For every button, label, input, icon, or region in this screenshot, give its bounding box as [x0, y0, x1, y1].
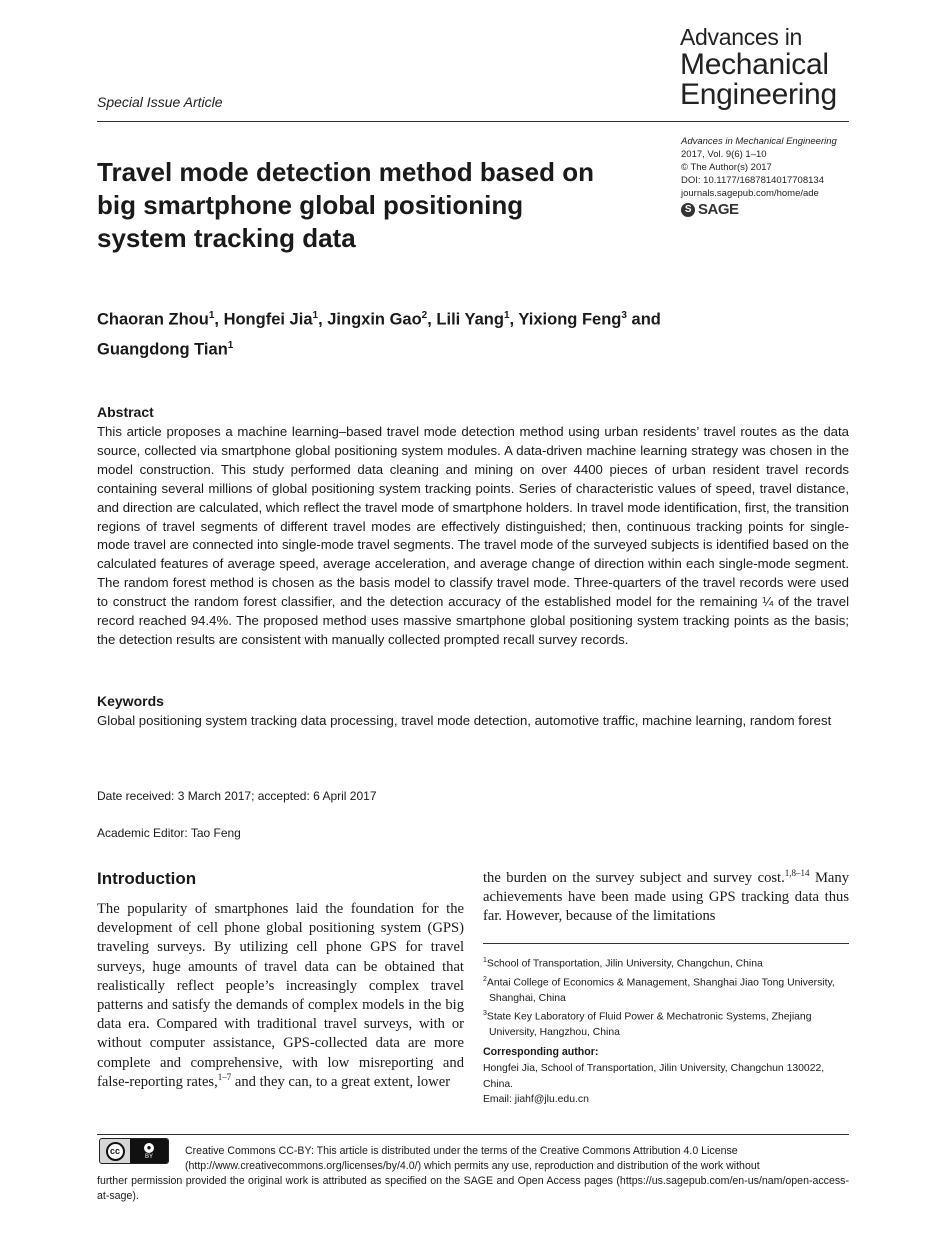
author-conjunction: and: [631, 310, 661, 329]
citation-reference[interactable]: 1,8–14: [784, 868, 810, 879]
sage-s-icon: S: [681, 203, 695, 217]
article-title: Travel mode detection method based on big smartphone global positioning system tracking data: [97, 157, 594, 253]
corresponding-author-address: Hongfei Jia, School of Transportation, Jilin University, Changchun 130022, China.: [483, 1063, 825, 1090]
affiliation-item: [483, 972, 853, 1006]
author-affiliation-marker: 2: [421, 310, 428, 321]
header-divider: [97, 121, 849, 122]
citation-copyright: © The Author(s) 2017: [681, 162, 772, 173]
corresponding-author-details: [483, 1061, 853, 1108]
citation-block: [681, 135, 837, 200]
author-affiliation-marker: 1: [227, 339, 234, 351]
affiliation-list: [483, 953, 853, 1041]
citation-journal: Advances in Mechanical Engineering: [681, 136, 837, 147]
academic-editor: Academic Editor: Tao Feng: [97, 826, 241, 840]
license-divider: [97, 1134, 849, 1135]
citation-reference[interactable]: 1–7: [217, 1071, 232, 1082]
abstract-text: This article proposes a machine learning–based travel mode detection method using urban residents’ travel routes as the data source, collected via smartphone global positioning system modules. A data-driven machine learning strategy was chosen in the model construction. This study performed data cleaning and mining on over 4400 pieces of urban resident travel records containing several millions of global positioning system tracking points. Series of characteristic values of speed, travel distance, and direction are calculated, which reflect the travel mode of smartphone holders. In travel mode identification, first, the transition regions of travel segments of different travel modes are effectively distinguished; then, continuous tracking points for single-mode travel are connected into single-mode travel segments. The travel mode of the surveyed subjects is identified based on the calculated features of average speed, average acceleration, and average change of direction within each single-mode segment. The random forest method is chosen as the basis model to classify travel mode. Three-quarters of the travel records were used to construct the random forest classifier, and the detection accuracy of the established model for the remaining ¼ of the travel record reached 94.4%. The proposed method uses massive smartphone global positioning system tracking points as the basis; the detection results are consistent with manually collected prompted recall survey records.: [97, 424, 849, 647]
creative-commons-icon: cc: [106, 1142, 125, 1161]
paragraph-text: Many achievements have been made using GPS tracking data thus far. However, because of the limitations: [483, 870, 849, 925]
abstract-heading: Abstract: [97, 404, 154, 420]
article-type: Special Issue Article: [97, 94, 223, 110]
author-affiliation-marker: 1: [208, 310, 215, 321]
author-name: Chaoran Zhou: [97, 310, 209, 329]
attribution-person-icon: ●: [144, 1143, 154, 1153]
affiliation-item: [483, 953, 853, 972]
introduction-heading: Introduction: [97, 869, 197, 888]
author-affiliation-marker: 1: [503, 310, 510, 321]
footnote-divider: [483, 943, 849, 944]
affiliation-item: [483, 1006, 853, 1040]
author-name: Guangdong Tian: [97, 340, 228, 358]
license-text-continued: further permission provided the original work is attributed as specified on the SAGE and Open Access pages (https://us.sagepub.com/en-us/nam/open-access-at-sage).: [97, 1175, 849, 1202]
journal-name: [680, 24, 837, 110]
keywords-heading: Keywords: [97, 693, 164, 709]
author-affiliation-marker: 1: [312, 310, 319, 321]
author-name: Yixiong Feng: [518, 310, 622, 329]
corresponding-author-email[interactable]: Email: jiahf@jlu.edu.cn: [483, 1094, 589, 1105]
affiliation-number: 1: [483, 957, 487, 964]
author-list: Chaoran Zhou$^1$, Hongfei Jia$^1$, Jingxin Gao$^2$, Lili Yang$^1$, Yixiong Feng$^3$ and Guangdong Tian$^1$: [97, 310, 661, 358]
publisher-logo: [681, 201, 739, 218]
citation-doi[interactable]: DOI: 10.1177/1687814017708134: [681, 175, 824, 186]
journal-name-line: Mechanical: [680, 48, 829, 81]
badge-by-label: BY: [144, 1153, 153, 1160]
citation-url[interactable]: journals.sagepub.com/home/ade: [681, 188, 819, 199]
author-affiliation-marker: 3: [621, 310, 627, 321]
corresponding-author-heading: Corresponding author:: [483, 1046, 599, 1058]
date-received: Date received: 3 March 2017; accepted: 6 April 2017: [97, 789, 377, 803]
journal-name-line: Engineering: [680, 78, 837, 111]
affiliation-number: 2: [483, 975, 487, 983]
introduction-paragraph: [97, 900, 464, 1092]
publisher-name: SAGE: [698, 201, 739, 218]
author-name: Jingxin Gao: [327, 310, 422, 329]
citation-volume: 2017, Vol. 9(6) 1–10: [681, 149, 767, 160]
paragraph-text: the burden on the survey subject and survey cost.: [483, 870, 785, 886]
paragraph-text: and they can, to a great extent, lower: [231, 1073, 451, 1090]
affiliation-text: Antai College of Economics & Management, Shanghai Jiao Tong University, Shanghai, China: [486, 977, 835, 1004]
paragraph-text: The popularity of smartphones laid the foundation for the development of cell phone global positioning system (GPS) traveling surveys. By utilizing cell phone GPS for travel surveys, huge amounts of travel data can be obtained that realistically reflect people’s increasingly complex travel patterns and satisfy the demands of complex models in the big data era. Compared with traditional travel surveys, with or without computer assistance, GPS-collected data are more complete and comprehensive, with low misreporting and false-reporting rates,: [97, 901, 464, 1090]
affiliation-text: School of Transportation, Jilin University, Changchun, China: [486, 958, 763, 970]
affiliation-number: 3: [483, 1010, 487, 1018]
introduction-paragraph-continued: [483, 869, 849, 927]
author-name: Hongfei Jia: [223, 310, 313, 329]
author-name: Lili Yang: [436, 310, 504, 329]
journal-name-line: Advances in: [680, 24, 802, 50]
cc-by-badge: [99, 1138, 169, 1164]
license-text: Creative Commons CC-BY: This article is distributed under the terms of the Creative Commons Attribution 4.0 License (http://www.creativecommons.org/licenses/by/4.0/) which permits any use, reproduction and distribution of the work without: [185, 1145, 760, 1172]
keywords-text: Global positioning system tracking data processing, travel mode detection, automotive traffic, machine learning, random forest: [97, 713, 832, 728]
affiliation-text: State Key Laboratory of Fluid Power & Mechatronic Systems, Zhejiang University, Hangzhou, China: [486, 1011, 812, 1039]
